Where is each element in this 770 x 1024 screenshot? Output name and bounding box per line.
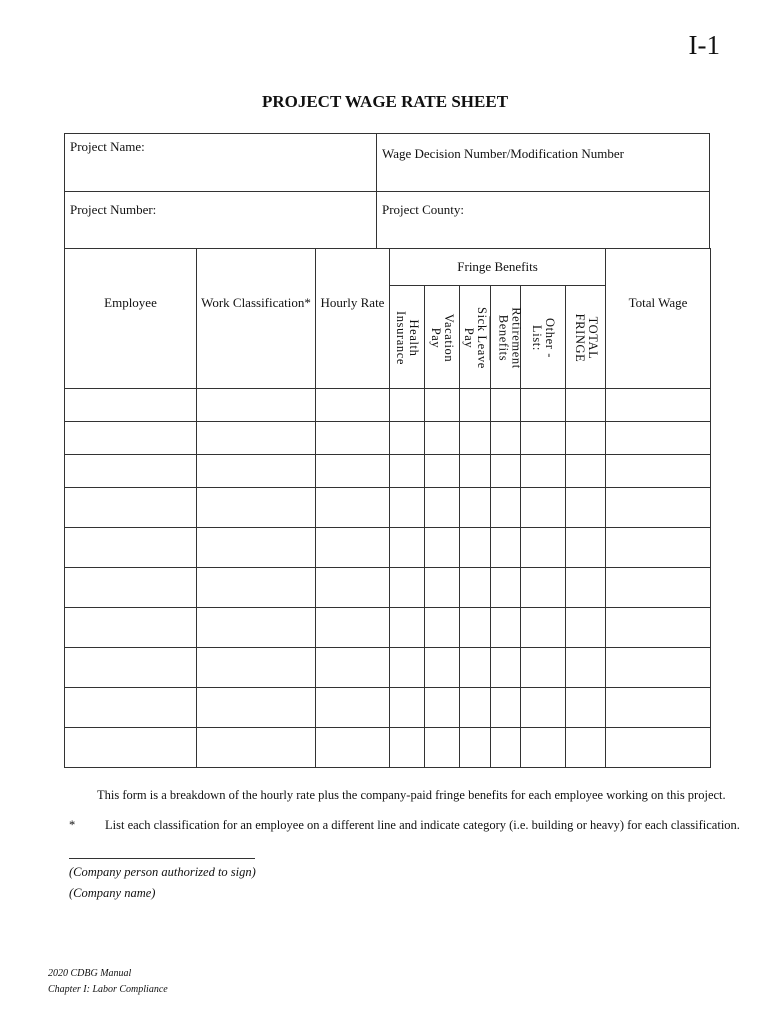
entry-cell[interactable] <box>316 488 390 528</box>
entry-cell[interactable] <box>316 422 390 455</box>
entry-cell[interactable] <box>197 455 316 488</box>
entry-cell[interactable] <box>390 688 425 728</box>
breakdown-note: This form is a breakdown of the hourly rate plus the company-paid fringe benefits for each employee working on this project. <box>97 788 726 802</box>
header-line: Pay <box>462 327 476 349</box>
project-name-field[interactable] <box>64 133 377 192</box>
entry-cell[interactable] <box>316 648 390 688</box>
entry-cell[interactable] <box>606 488 711 528</box>
project-county-field[interactable] <box>376 191 710 249</box>
entry-cell[interactable] <box>197 422 316 455</box>
entry-cell[interactable] <box>521 728 566 768</box>
total-fringe-header <box>566 286 606 389</box>
table-row <box>65 728 711 768</box>
retirement-benefits-header <box>491 286 521 389</box>
entry-cell[interactable] <box>425 488 460 528</box>
entry-cell[interactable] <box>425 422 460 455</box>
entry-cell[interactable] <box>491 688 521 728</box>
table-row <box>65 455 711 488</box>
entry-cell[interactable] <box>197 528 316 568</box>
entry-cell[interactable] <box>460 608 491 648</box>
entry-cell[interactable] <box>566 568 606 608</box>
footer-chapter: Chapter I: Labor Compliance <box>48 984 168 995</box>
entry-cell[interactable] <box>521 688 566 728</box>
header-line: FRINGE <box>572 313 587 363</box>
entry-cell[interactable] <box>316 528 390 568</box>
entry-cell[interactable] <box>390 568 425 608</box>
sick-leave-pay-header <box>460 286 491 389</box>
table-body <box>65 389 711 768</box>
total-wage-header: Total Wage <box>606 249 711 389</box>
work-classification-header: Work Classification* <box>197 249 316 389</box>
entry-cell[interactable] <box>65 422 197 455</box>
entry-cell[interactable] <box>521 528 566 568</box>
classification-note: List each classification for an employee on a different line and indicate category (i.e. building or heavy) for each classification. <box>105 818 740 832</box>
entry-cell[interactable] <box>521 422 566 455</box>
entry-cell[interactable] <box>425 389 460 422</box>
health-insurance-header <box>390 286 425 389</box>
entry-cell[interactable] <box>460 455 491 488</box>
project-name-label: Project Name: <box>70 139 145 154</box>
entry-cell[interactable] <box>425 648 460 688</box>
entry-cell[interactable] <box>566 528 606 568</box>
entry-cell[interactable] <box>390 528 425 568</box>
entry-cell[interactable] <box>491 488 521 528</box>
entry-cell[interactable] <box>425 688 460 728</box>
asterisk-mark: * <box>69 818 76 832</box>
entry-cell[interactable] <box>65 488 197 528</box>
authorized-signer-label: (Company person authorized to sign) <box>69 865 256 879</box>
company-name-label: (Company name) <box>69 886 156 900</box>
entry-cell[interactable] <box>491 422 521 455</box>
entry-cell[interactable] <box>65 568 197 608</box>
employee-header: Employee <box>65 249 197 389</box>
entry-cell[interactable] <box>521 389 566 422</box>
entry-cell[interactable] <box>521 608 566 648</box>
entry-cell[interactable] <box>566 648 606 688</box>
header-line: Vacation <box>442 313 456 363</box>
wage-decision-label: Wage Decision Number/Modification Number <box>382 146 624 161</box>
entry-cell[interactable] <box>566 389 606 422</box>
entry-cell[interactable] <box>460 568 491 608</box>
entry-cell[interactable] <box>491 728 521 768</box>
entry-cell[interactable] <box>316 608 390 648</box>
entry-cell[interactable] <box>390 488 425 528</box>
fringe-benefits-header: Fringe Benefits <box>390 249 606 286</box>
entry-cell[interactable] <box>606 648 711 688</box>
wage-rate-table <box>64 248 711 768</box>
entry-cell[interactable] <box>491 389 521 422</box>
entry-cell[interactable] <box>390 648 425 688</box>
entry-cell[interactable] <box>460 728 491 768</box>
entry-cell[interactable] <box>521 488 566 528</box>
header-line: Retirement <box>509 307 523 369</box>
entry-cell[interactable] <box>460 648 491 688</box>
entry-cell[interactable] <box>491 648 521 688</box>
entry-cell[interactable] <box>390 389 425 422</box>
table-row <box>65 648 711 688</box>
entry-cell[interactable] <box>390 728 425 768</box>
table-row <box>65 568 711 608</box>
entry-cell[interactable] <box>606 422 711 455</box>
entry-cell[interactable] <box>65 688 197 728</box>
wage-decision-field[interactable] <box>376 133 710 192</box>
entry-cell[interactable] <box>606 728 711 768</box>
blank-line <box>489 316 496 360</box>
entry-cell[interactable] <box>521 648 566 688</box>
entry-cell[interactable] <box>460 389 491 422</box>
entry-cell[interactable] <box>425 608 460 648</box>
entry-cell[interactable] <box>197 608 316 648</box>
table-row <box>65 422 711 455</box>
entry-cell[interactable] <box>316 688 390 728</box>
entry-cell[interactable] <box>197 728 316 768</box>
entry-cell[interactable] <box>521 568 566 608</box>
entry-cell[interactable] <box>316 389 390 422</box>
entry-cell[interactable] <box>65 389 197 422</box>
entry-cell[interactable] <box>197 648 316 688</box>
table-row <box>65 688 711 728</box>
header-line: TOTAL <box>585 316 600 360</box>
entry-cell[interactable] <box>197 688 316 728</box>
entry-cell[interactable] <box>566 728 606 768</box>
entry-cell[interactable] <box>566 422 606 455</box>
entry-cell[interactable] <box>316 728 390 768</box>
entry-cell[interactable] <box>606 688 711 728</box>
entry-cell[interactable] <box>390 608 425 648</box>
entry-cell[interactable] <box>65 528 197 568</box>
entry-cell[interactable] <box>460 688 491 728</box>
entry-cell[interactable] <box>606 568 711 608</box>
entry-cell[interactable] <box>606 389 711 422</box>
entry-cell[interactable] <box>390 422 425 455</box>
entry-cell[interactable] <box>316 455 390 488</box>
page-title: PROJECT WAGE RATE SHEET <box>261 92 509 111</box>
header-line: Insurance <box>394 311 408 365</box>
entry-cell[interactable] <box>197 389 316 422</box>
entry-cell[interactable] <box>606 528 711 568</box>
entry-cell[interactable] <box>491 568 521 608</box>
entry-cell[interactable] <box>65 455 197 488</box>
vacation-pay-header <box>425 286 460 389</box>
project-number-label: Project Number: <box>70 202 157 217</box>
entry-cell[interactable] <box>197 568 316 608</box>
project-number-field[interactable] <box>64 191 377 249</box>
header-line: List: <box>530 325 544 351</box>
entry-cell[interactable] <box>65 728 197 768</box>
page-id: I-1 <box>688 30 720 60</box>
entry-cell[interactable] <box>460 488 491 528</box>
header-line: Pay <box>429 327 443 349</box>
footer-manual: 2020 CDBG Manual <box>48 968 132 979</box>
table-row <box>65 528 711 568</box>
entry-cell[interactable] <box>197 488 316 528</box>
entry-cell[interactable] <box>65 608 197 648</box>
entry-cell[interactable] <box>65 648 197 688</box>
header-line: Other - <box>543 318 557 358</box>
entry-cell[interactable] <box>606 608 711 648</box>
other-list-header <box>521 286 566 389</box>
table-row <box>65 389 711 422</box>
entry-cell[interactable] <box>491 455 521 488</box>
entry-cell[interactable] <box>491 528 521 568</box>
header-line: Benefits <box>496 314 510 362</box>
entry-cell[interactable] <box>425 528 460 568</box>
entry-cell[interactable] <box>566 455 606 488</box>
entry-cell[interactable] <box>460 528 491 568</box>
hourly-rate-header: Hourly Rate <box>316 249 390 389</box>
table-row <box>65 608 711 648</box>
entry-cell[interactable] <box>606 455 711 488</box>
entry-cell[interactable] <box>316 568 390 608</box>
entry-cell[interactable] <box>460 422 491 455</box>
signature-line[interactable] <box>69 858 255 859</box>
entry-cell[interactable] <box>425 728 460 768</box>
table-row <box>65 488 711 528</box>
entry-cell[interactable] <box>390 455 425 488</box>
header-line: Sick Leave <box>475 307 489 369</box>
entry-cell[interactable] <box>566 608 606 648</box>
entry-cell[interactable] <box>566 688 606 728</box>
entry-cell[interactable] <box>566 488 606 528</box>
entry-cell[interactable] <box>425 455 460 488</box>
project-county-label: Project County: <box>382 202 464 217</box>
header-line: Health <box>407 319 421 357</box>
entry-cell[interactable] <box>521 455 566 488</box>
entry-cell[interactable] <box>425 568 460 608</box>
entry-cell[interactable] <box>491 608 521 648</box>
